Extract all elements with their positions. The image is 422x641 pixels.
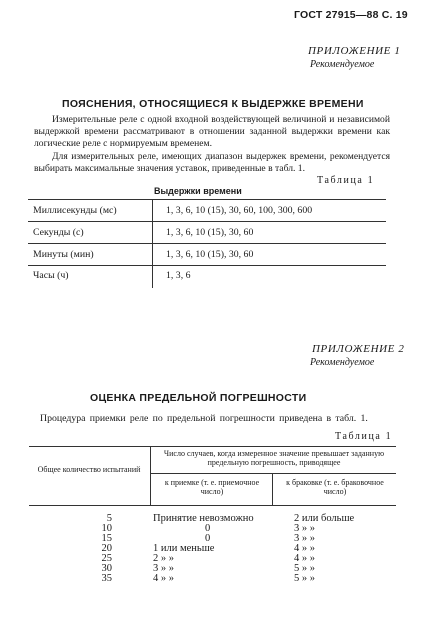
table-cell: 0 (205, 523, 211, 534)
table-cell: 30 (101, 563, 112, 574)
appendix-2-paragraph-1: Процедура приемки реле по предельной погрешности приведена в табл. 1. (40, 413, 368, 424)
col-acceptance-header: к приемке (т. е. приемочное число) (164, 478, 260, 497)
table-cell: 0 (205, 533, 211, 544)
table-cell: 4 » » (153, 573, 174, 584)
table-column-divider (152, 199, 153, 288)
table-1-label: Таблица 1 (317, 175, 375, 186)
table-cell: 3 » » (294, 523, 315, 534)
col-acceptance-values (153, 514, 271, 584)
standard-header: ГОСТ 27915—88 С. 19 (294, 9, 408, 21)
appendix-1-label: ПРИЛОЖЕНИЕ 1 (308, 45, 401, 57)
table-cell: 3 » » (153, 563, 174, 574)
table-cell: 2 » » (153, 553, 174, 564)
table-cell: 5 (106, 513, 112, 524)
table-cell: 2 или больше (294, 513, 355, 524)
col-group-header: Число случаев, когда измеренное значение превышает заданную предельную погрешность, приводящее (163, 449, 385, 468)
table-cell: 15 (101, 533, 112, 544)
table-column-divider (150, 446, 151, 505)
appendix-1-text (34, 114, 390, 175)
table-top-rule (29, 446, 396, 447)
table-row-values: 1, 3, 6, 10 (15), 30, 60 (166, 227, 254, 238)
table-header-rule (29, 505, 396, 506)
table-row-divider (28, 221, 386, 222)
appendix-2-label: ПРИЛОЖЕНИЕ 2 (312, 343, 405, 355)
table-cell: 25 (101, 553, 112, 564)
table-cell: 1 или меньше (153, 543, 215, 554)
table-row-divider (28, 243, 386, 244)
appendix-1-paragraph-1: Измерительные реле с одной входной воздействующей величиной и независимой выдержкой времени рассматривают в отношении заданной выдержки времени как логические реле с нормируемым временем. (34, 114, 390, 150)
appendix-1-paragraph-2: Для измерительных реле, имеющих диапазон выдержек времени, рекомендуется выбирать максимальные значения уставок, приведенные в табл. 1. (34, 150, 390, 174)
table-row-unit: Секунды (с) (33, 227, 84, 238)
appendix-1-title: ПОЯСНЕНИЯ, ОТНОСЯЩИЕСЯ К ВЫДЕРЖКЕ ВРЕМЕНИ (62, 98, 364, 110)
table-row-unit: Часы (ч) (33, 270, 69, 281)
appendix-2-note: Рекомендуемое (310, 357, 375, 368)
table-cell: 10 (101, 523, 112, 534)
table-cell: 5 » » (294, 573, 315, 584)
col-rejection-header: к браковке (т. е. браковочное число) (286, 478, 384, 497)
table-1-caption: Выдержки времени (154, 186, 242, 196)
appendix-2-title: ОЦЕНКА ПРЕДЕЛЬНОЙ ПОГРЕШНОСТИ (90, 392, 307, 404)
table-group-rule (150, 473, 396, 474)
table-2-label: Таблица 1 (335, 431, 393, 442)
table-cell: 4 » » (294, 543, 315, 554)
table-cell: 20 (101, 543, 112, 554)
table-row-values: 1, 3, 6, 10 (15), 30, 60, 100, 300, 600 (166, 205, 313, 216)
table-top-rule (28, 199, 386, 200)
col-total-tests-header: Общее количество испытаний (37, 465, 141, 474)
table-column-divider (272, 473, 273, 505)
table-row-unit: Минуты (мин) (33, 249, 94, 260)
appendix-1-note: Рекомендуемое (310, 59, 375, 70)
col-total-tests-values (60, 514, 112, 584)
table-cell: 3 » » (294, 533, 315, 544)
table-cell: 4 » » (294, 553, 315, 564)
table-row-divider (28, 265, 386, 266)
table-row-values: 1, 3, 6 (166, 270, 191, 281)
table-cell: 5 » » (294, 563, 315, 574)
table-cell: 35 (101, 573, 112, 584)
table-row-values: 1, 3, 6, 10 (15), 30, 60 (166, 249, 254, 260)
col-rejection-values (294, 514, 394, 584)
table-row-unit: Миллисекунды (мс) (33, 205, 117, 216)
table-cell: Принятие невозможно (153, 513, 254, 524)
